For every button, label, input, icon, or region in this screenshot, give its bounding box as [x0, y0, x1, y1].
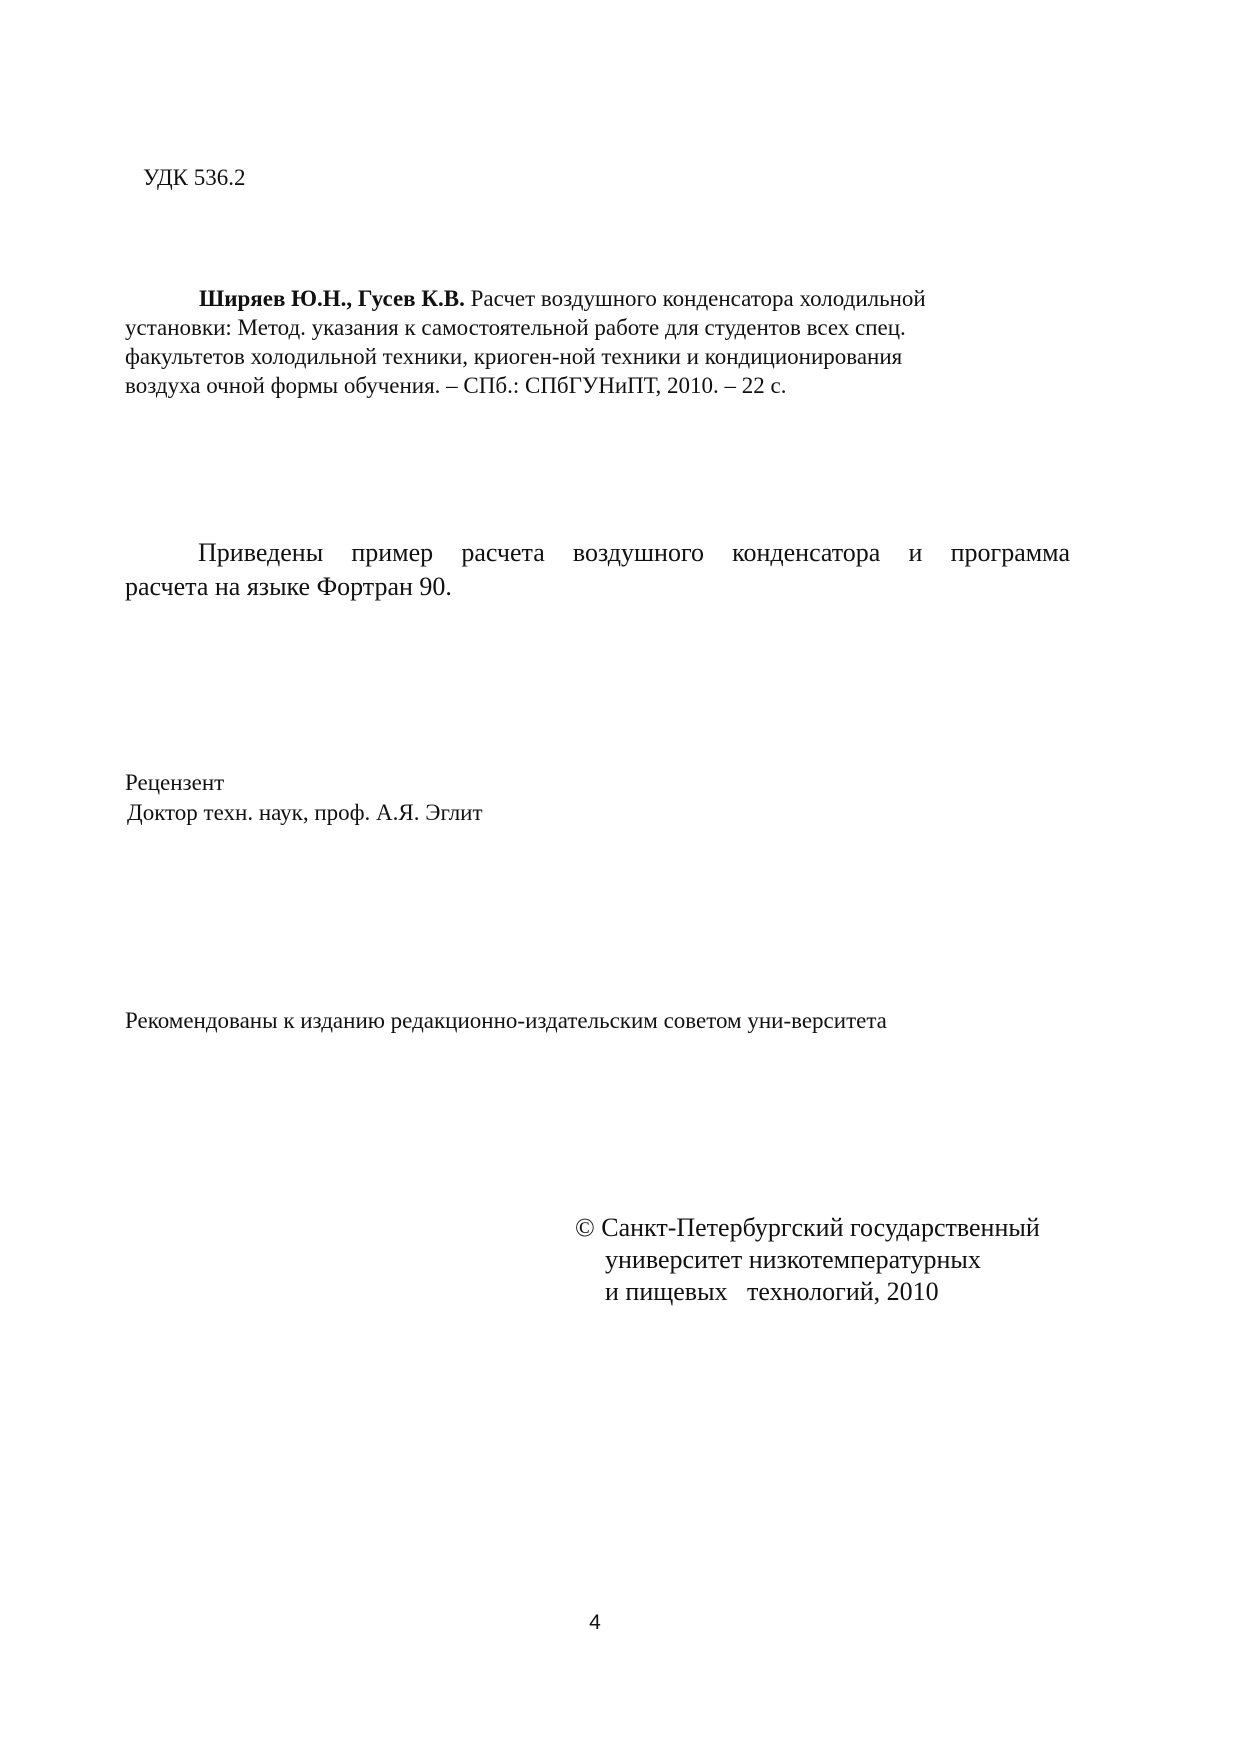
citation-first-line [125, 284, 1045, 313]
page-number: 4 [589, 1611, 601, 1634]
citation-line: факультетов холодильной техники, криоген-ной техники и кондиционирования [125, 344, 903, 369]
annotation-paragraph [125, 536, 1070, 604]
annotation-line: расчета на языке Фортран 90. [125, 572, 452, 601]
reviewer-label: Рецензент [125, 770, 225, 795]
citation-line: установки: Метод. указания к самостоятельной работе для студентов всех спец. [125, 315, 906, 340]
udk-code: УДК 536.2 [143, 165, 246, 190]
reviewer-block [125, 768, 483, 828]
citation-authors: Ширяев Ю.Н., Гусев К.В. [199, 286, 465, 311]
annotation-line: Приведены пример расчета воздушного конденсатора и программа [198, 538, 1070, 567]
copyright-line: и пищевых технологий, 2010 [605, 1277, 939, 1306]
bibliographic-citation [125, 284, 1045, 400]
copyright-line: университет низкотемпературных [605, 1245, 981, 1274]
publication-recommendation: Рекомендованы к изданию редакционно-издательским советом уни-верситета [125, 1008, 887, 1033]
citation-title-start: Расчет воздушного конденсатора холодильной [464, 286, 926, 311]
reviewer-name: Доктор техн. наук, проф. А.Я. Эглит [127, 800, 483, 825]
copyright-block [575, 1212, 1040, 1308]
citation-line: воздуха очной формы обучения. – СПб.: СПбГУНиПТ, 2010. – 22 с. [125, 373, 787, 398]
copyright-line: © Санкт-Петербургский государственный [575, 1213, 1040, 1242]
